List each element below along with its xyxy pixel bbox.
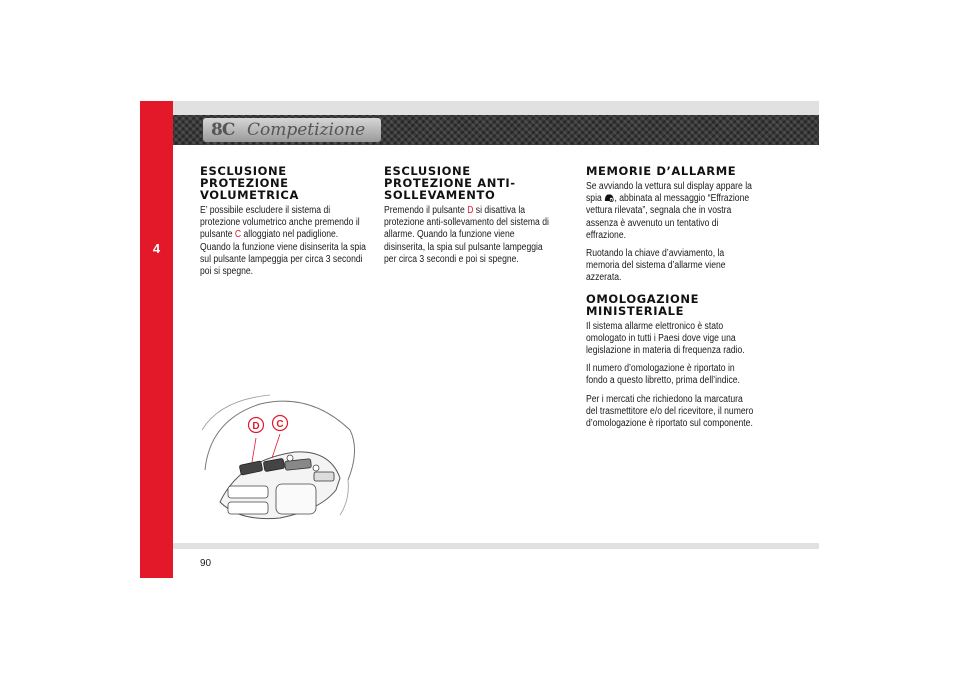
top-band [173, 101, 819, 115]
paragraph-memorie-1: Se avviando la vettura sul display appare la spia , abbinata al messaggio “Effrazione vettura rilevata”, segnala che in vostra assenza è avvenuto un tentativo di effrazione. [586, 181, 752, 241]
paragraph-memorie-2: Ruotando la chiave d’avviamento, la memoria del sistema d’allarme viene azzerata. [586, 248, 726, 284]
paragraph-omologazione-2: Il numero d’omologazione è riportato in fondo a questo libretto, prima dell’indice. [586, 363, 740, 387]
button-c-ref: C [234, 229, 242, 241]
button-d-ref: D [467, 205, 474, 216]
page-number: 90 [200, 558, 212, 569]
section-memorie-omologazione [586, 165, 761, 436]
heading-omologazione: OMOLOGAZIONE MINISTERIALE [586, 291, 700, 318]
label-d: D [252, 421, 260, 432]
label-c: C [276, 419, 284, 430]
heading-volumetrica: ESCLUSIONE PROTEZIONE VOLUMETRICA [200, 164, 299, 202]
chapter-number: 4 [152, 241, 161, 256]
section-antisollevamento [384, 165, 559, 272]
paragraph-volumetrica: E’ possibile escludere il sistema di protezione volumetrico anche premendo il pulsante C alloggiato nel padiglione. Quando la funzione viene disinserita la spia sul pulsante lampeggia per circa 3 secondi poi si spegne. [200, 205, 366, 278]
paragraph-antisollevamento: Premendo il pulsante D si disattiva la protezione anti-sollevamento del sistema di allarme. Quando la funzione viene disinserita, la spia sul pulsante lampeggia per circa 3 secondi e poi si spegne. [384, 205, 549, 265]
brand-logo: 8C Competizione [203, 118, 381, 142]
roof-console-illustration [200, 390, 365, 530]
paragraph-omologazione-3: Per i mercati che richiedono la marcatura del trasmettitore e/o del ricevitore, il numero d’omologazione è riportato sul componente. [586, 393, 754, 430]
section-volumetrica [200, 165, 375, 284]
paragraph-omologazione-1: Il sistema allarme elettronico è stato omologato in tutti i Paesi dove vige una legislazione in materia di frequenza radio. [586, 320, 745, 357]
heading-antisollevamento: ESCLUSIONE PROTEZIONE ANTI-SOLLEVAMENTO [384, 164, 516, 202]
chapter-tab [140, 101, 173, 578]
header-band [173, 115, 819, 145]
footer-band [173, 543, 819, 549]
car-alarm-icon [604, 193, 614, 202]
heading-memorie: MEMORIE D’ALLARME [586, 164, 737, 178]
